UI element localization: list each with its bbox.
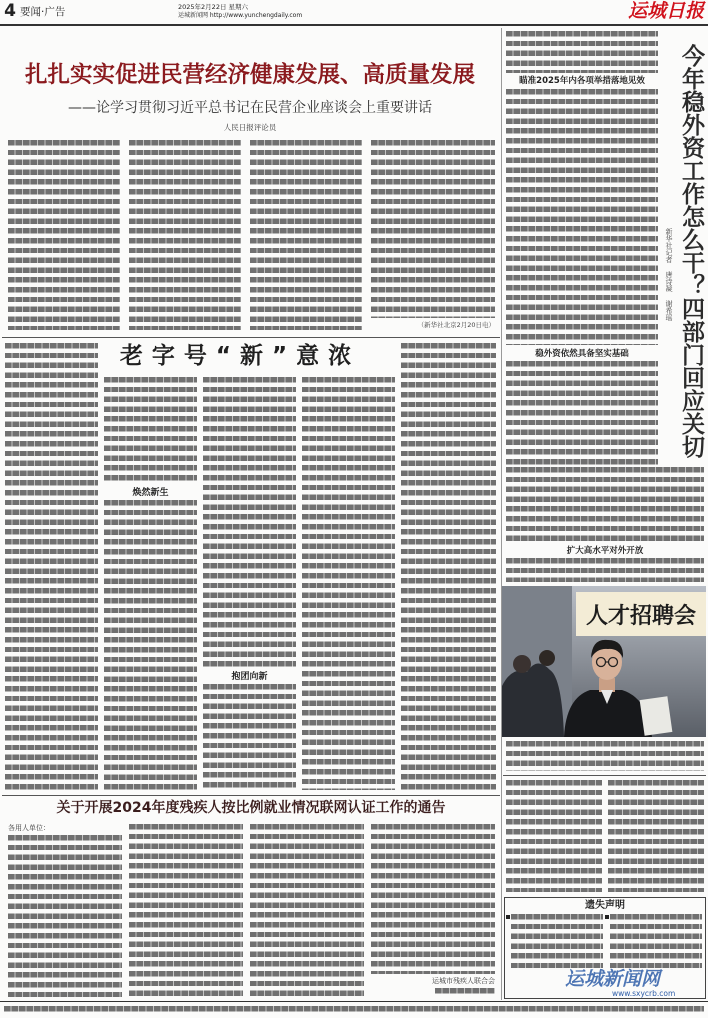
heritage-body-column (104, 500, 197, 790)
lead-body-column (371, 140, 495, 318)
lead-dateline: （新华社北京2月20日电） (417, 321, 495, 329)
section-label: 要闻·广告 (20, 6, 66, 18)
lost-notice-item (610, 914, 702, 968)
footer-rule (0, 1001, 708, 1002)
right-text-block (506, 780, 602, 892)
foreign-investment-byline: 新华社记者 唐诗凝 谢希瑶 (665, 228, 673, 321)
foreign-investment-body (506, 558, 704, 582)
notice-body-column (371, 824, 495, 974)
lead-byline: 人民日报评论员 (223, 123, 277, 132)
footer-imprint-line (4, 1006, 704, 1012)
section-divider (2, 795, 500, 796)
lead-headline: 扎扎实实促进民营经济健康发展、高质量发展 (24, 62, 475, 88)
news-photo (502, 586, 706, 737)
lead-body-column (129, 140, 241, 330)
foreign-investment-intro (506, 31, 658, 73)
heritage-brand-headline: 老字号“新”意浓 (119, 343, 361, 369)
issue-date: 2025年2月22日 星期六 (178, 3, 249, 11)
watermark-site-name: 运城新闻网 (565, 968, 661, 990)
notice-headline: 关于开展2024年度残疾人按比例就业情况联网认证工作的通告 (56, 800, 446, 816)
heritage-subhead: 抱团向新 (231, 672, 268, 682)
foreign-investment-body (506, 467, 704, 543)
header-rule (0, 24, 708, 26)
notice-signature: 运城市残疾人联合会 (432, 977, 495, 985)
column-divider (501, 28, 502, 1000)
heritage-body-column (203, 377, 296, 669)
heritage-body-column (302, 377, 395, 790)
page-number: 4 (4, 1, 16, 21)
resume-paper (640, 696, 673, 736)
foreign-investment-body (506, 361, 658, 465)
website-line: 运城新闻网 http://www.yunchengdaily.com (178, 12, 303, 19)
heritage-body-column (401, 343, 496, 790)
lead-body-column (250, 140, 362, 330)
notice-body-column (250, 824, 364, 997)
foreign-investment-body (506, 89, 658, 345)
notice-date-line (435, 988, 495, 994)
lead-subtitle: ——论学习贯彻习近平总书记在民营企业座谈会上重要讲话 (68, 100, 432, 116)
heritage-subhead: 焕然新生 (132, 488, 169, 498)
foreign-investment-subhead: 稳外资依然具备坚实基础 (535, 349, 629, 359)
crowd-head (539, 650, 555, 666)
section-divider (2, 337, 500, 338)
lead-body-column (8, 140, 120, 330)
right-text-block (608, 780, 704, 892)
notice-body-column (129, 824, 243, 997)
foreign-investment-subhead: 扩大高水平对外开放 (566, 546, 644, 556)
masthead-logo: 运城日报 (627, 0, 704, 22)
section-divider (503, 775, 706, 776)
neck (599, 678, 615, 692)
job-fair-sign-text: 人才招聘会 (585, 604, 697, 629)
heritage-body-column (5, 343, 98, 790)
foreign-investment-subhead: 瞄准2025年内各项举措落地见效 (519, 76, 645, 86)
notice-body-column (8, 835, 122, 997)
photo-caption (506, 741, 704, 771)
watermark-url: www.sxycrb.com (612, 989, 676, 998)
foreign-investment-vertical-title: 今年稳外资工作怎么干？四部门回应关切 (678, 44, 704, 458)
notice-salutation: 各用人单位： (8, 824, 50, 832)
lost-notice-item (511, 914, 603, 968)
heritage-body-column (203, 684, 296, 790)
heritage-body-column (104, 377, 197, 485)
lost-notice-title: 遗失声明 (585, 900, 625, 911)
crowd-head (513, 655, 531, 673)
